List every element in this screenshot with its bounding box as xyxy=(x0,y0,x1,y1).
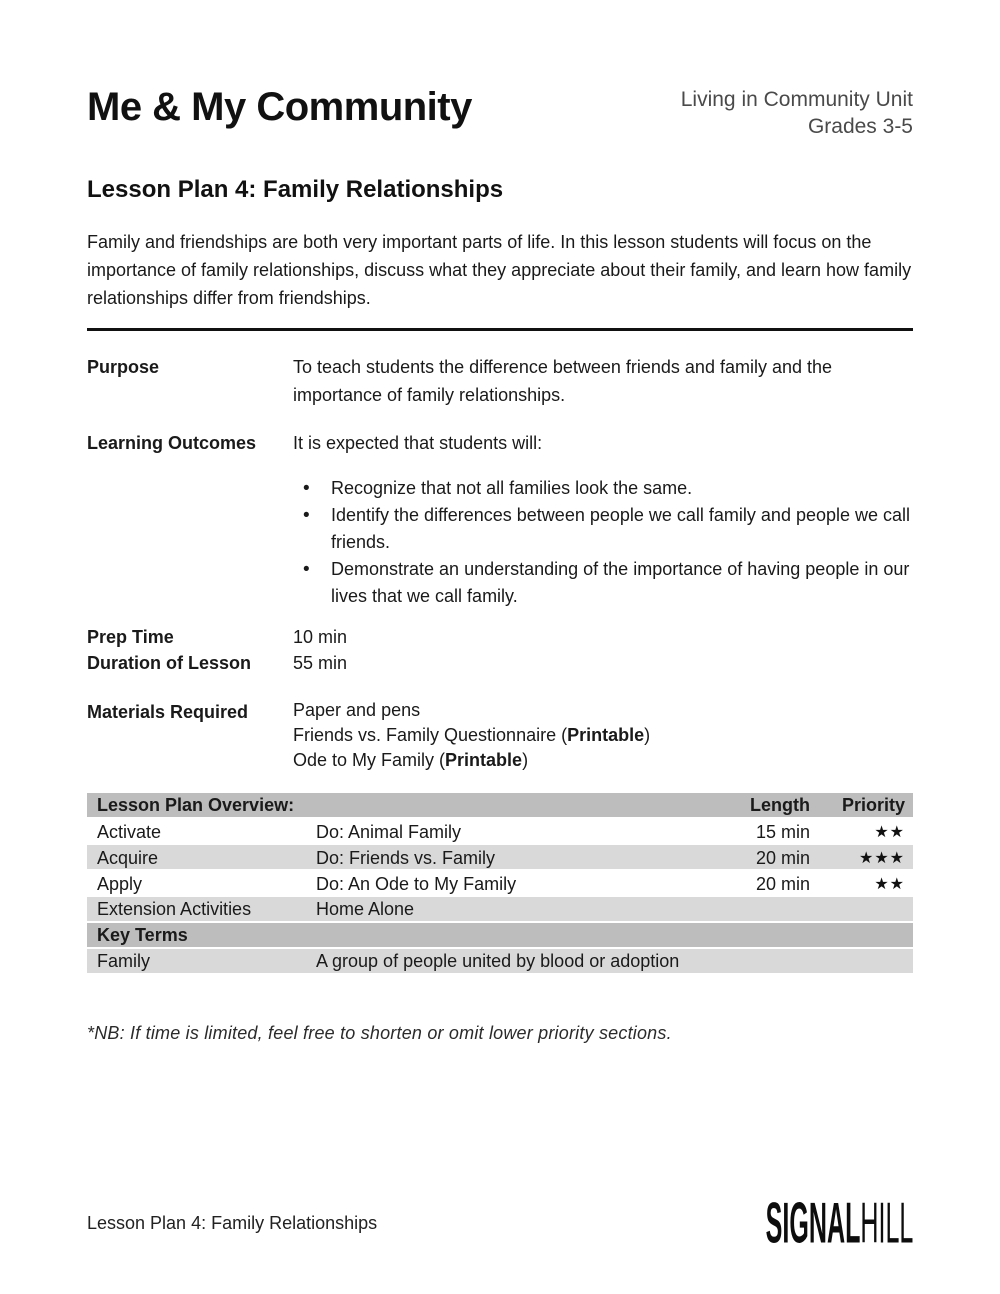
learning-outcomes-label: Learning Outcomes xyxy=(87,433,257,453)
material-item: Friends vs. Family Questionnaire (Printable) xyxy=(293,725,651,745)
table-row-family: Family A group of people united by blood or adoption xyxy=(87,949,913,975)
materials-label: Materials Required xyxy=(87,702,249,722)
outcomes-list xyxy=(293,475,913,610)
priority-stars: ★★★ xyxy=(858,850,905,867)
unit-name: Living in Community Unit xyxy=(680,88,913,111)
outcomes-intro: It is expected that students will: xyxy=(293,433,543,453)
horizontal-rule xyxy=(87,328,913,331)
material-item: Paper and pens xyxy=(293,700,421,720)
prep-time-value: 10 min xyxy=(293,627,348,647)
outcome-item: • Recognize that not all families look the same. xyxy=(293,475,913,502)
prep-time-label: Prep Time xyxy=(87,627,174,647)
footer-lesson-title: Lesson Plan 4: Family Relationships xyxy=(87,1212,378,1233)
purpose-label: Purpose xyxy=(87,357,160,377)
priority-stars: ★★ xyxy=(874,824,905,841)
timing-rows xyxy=(87,624,913,676)
learning-outcomes-content xyxy=(293,429,913,610)
priority-stars: ★★ xyxy=(874,876,905,893)
prep-time-row xyxy=(87,624,913,650)
length-column-header: Length xyxy=(750,795,810,815)
outcome-item: • Identify the differences between people we call family and people we call friends. xyxy=(293,502,913,556)
materials-list xyxy=(293,698,650,773)
materials-row xyxy=(87,698,913,773)
table-row-acquire: Acquire Do: Friends vs. Family 20 min ★★★ xyxy=(87,845,913,871)
page-footer xyxy=(87,1189,913,1255)
unit-info xyxy=(681,86,913,140)
table-row-key-terms: Key Terms xyxy=(87,923,913,949)
learning-outcomes-row xyxy=(87,429,913,610)
duration-row xyxy=(87,650,913,676)
duration-label: Duration of Lesson xyxy=(87,653,252,673)
outcome-item: • Demonstrate an understanding of the importance of having people in our lives that we call family. xyxy=(293,556,913,610)
page-header xyxy=(87,84,913,140)
lesson-heading: Lesson Plan 4: Family Relationships xyxy=(87,176,504,203)
table-header-row xyxy=(87,793,913,819)
nb-footnote: *NB: If time is limited, feel free to shorten or omit lower priority sections. xyxy=(87,1023,672,1043)
purpose-text: To teach students the difference between friends and family and the importance of family relationships. xyxy=(293,357,833,405)
logo-hill-text: HILL xyxy=(860,1189,913,1255)
table-row-apply: Apply Do: An Ode to My Family 20 min ★★ xyxy=(87,871,913,897)
signalhill-logo xyxy=(719,1189,913,1255)
table-title: Lesson Plan Overview: xyxy=(97,795,295,815)
duration-value: 55 min xyxy=(293,653,348,673)
logo-signal-text: SIGNAL xyxy=(765,1189,861,1255)
material-item: Ode to My Family (Printable) xyxy=(293,750,529,770)
document-title: Me & My Community xyxy=(87,85,472,129)
lesson-plan-overview-table xyxy=(87,793,913,975)
purpose-row xyxy=(87,353,913,409)
unit-grades: Grades 3-5 xyxy=(807,115,913,138)
table-row-extension-activities: Extension Activities Home Alone xyxy=(87,897,913,923)
table-row-activate: Activate Do: Animal Family 15 min ★★ xyxy=(87,819,913,845)
priority-column-header: Priority xyxy=(841,795,905,815)
lesson-details xyxy=(87,353,913,773)
lesson-intro-paragraph: Family and friendships are both very important parts of life. In this lesson students will focus on the importance of family relationships, discuss what they appreciate about their family, and learn how family relationships differ from friendships. xyxy=(87,232,912,308)
